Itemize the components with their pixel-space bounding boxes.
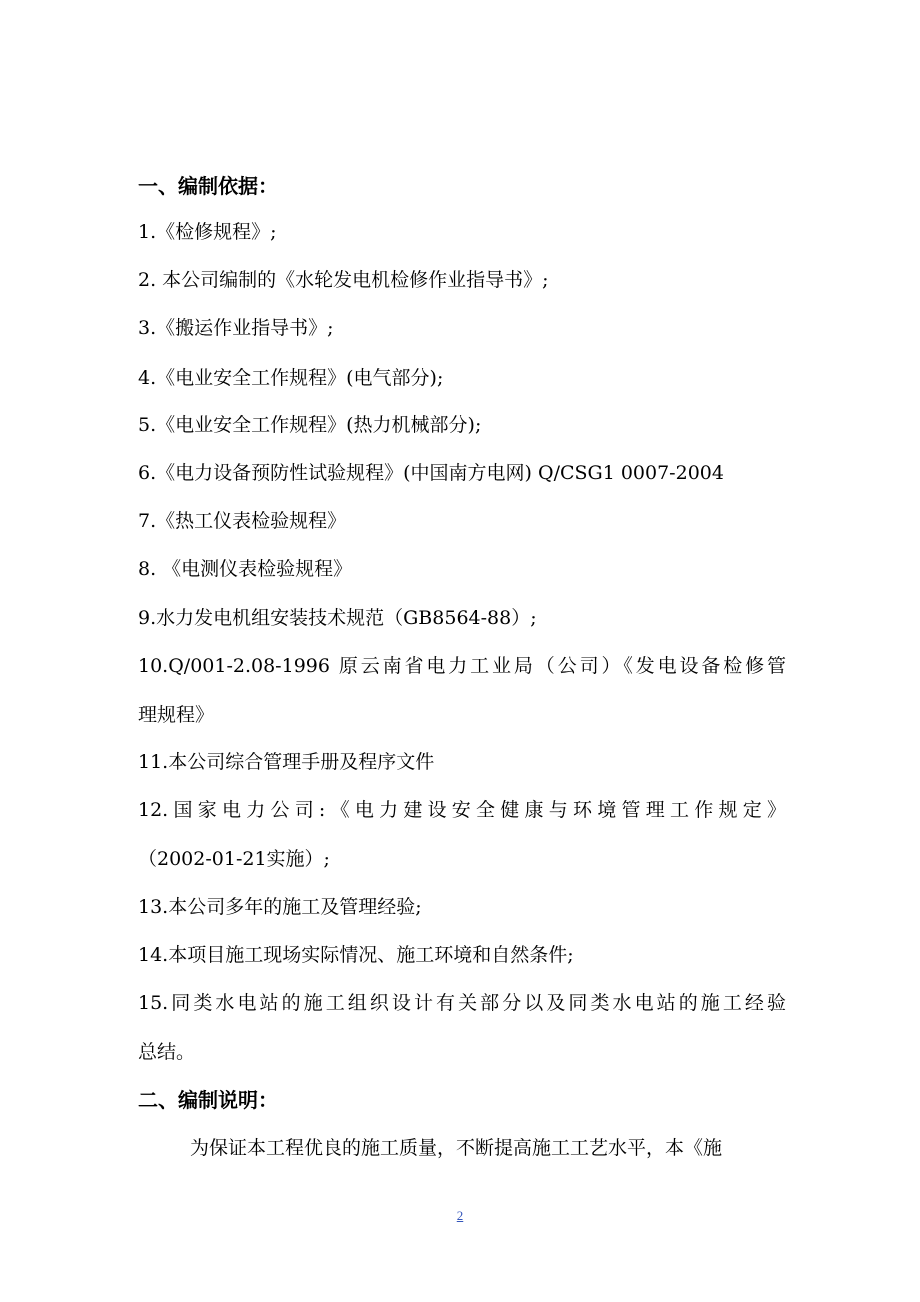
section-heading-notes: 二、编制说明： [138, 1088, 278, 1112]
list-item-continuation: （2002-01-21实施）; [138, 848, 330, 870]
list-item: 11.本公司综合管理手册及程序文件 [138, 751, 435, 773]
list-item: 3.《搬运作业指导书》; [138, 317, 334, 339]
list-item: 13.本公司多年的施工及管理经验; [138, 896, 422, 918]
list-item: 14.本项目施工现场实际情况、施工环境和自然条件; [138, 944, 574, 966]
section-heading-basis: 一、编制依据： [138, 174, 278, 198]
list-item: 7.《热工仪表检验规程》 [138, 510, 347, 532]
list-item-continuation: 理规程》 [138, 704, 215, 726]
list-item: 4.《电业安全工作规程》(电气部分); [138, 367, 444, 389]
list-item: 10.Q/001-2.08-1996 原云南省电力工业局（公司）《发电设备检修管 [138, 655, 786, 677]
body-paragraph: 为保证本工程优良的施工质量，不断提高施工工艺水平，本《施 [190, 1137, 723, 1159]
list-item: 12.国家电力公司:《电力建设安全健康与环境管理工作规定》 [138, 799, 786, 821]
list-item: 5.《电业安全工作规程》(热力机械部分); [138, 414, 482, 436]
list-item-continuation: 总结。 [138, 1041, 196, 1063]
list-item: 15.同类水电站的施工组织设计有关部分以及同类水电站的施工经验 [138, 992, 786, 1014]
list-item: 9.水力发电机组安装技术规范（GB8564-88）; [138, 607, 537, 629]
list-item: 8. 《电测仪表检验规程》 [138, 558, 353, 580]
list-item: 6.《电力设备预防性试验规程》(中国南方电网) Q/CSG1 0007-2004 [138, 462, 724, 484]
page-number[interactable]: 2 [456, 1208, 464, 1223]
list-item: 2. 本公司编制的《水轮发电机检修作业指导书》; [138, 269, 549, 291]
list-item: 1.《检修规程》; [138, 221, 277, 243]
